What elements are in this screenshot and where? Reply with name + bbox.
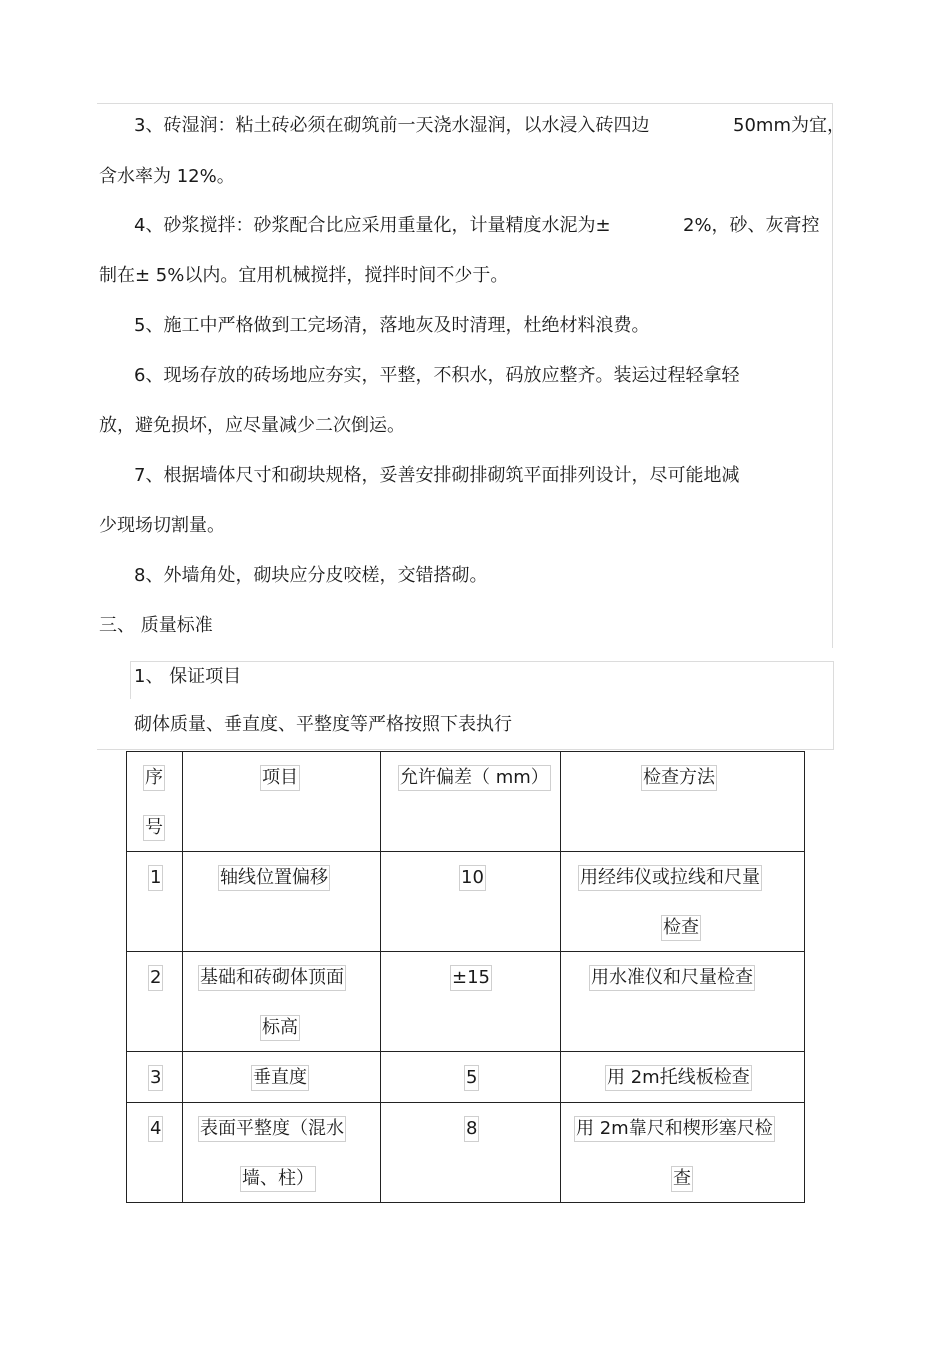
table-row	[127, 1052, 805, 1103]
guide-box-top	[130, 661, 834, 662]
header-item: 项目	[260, 765, 300, 791]
row-2-tolerance: ±15	[450, 965, 492, 991]
paragraph-7-line-2: 少现场切割量。	[99, 515, 225, 536]
row-3-tolerance: 5	[464, 1065, 479, 1091]
row-4-no: 4	[148, 1116, 163, 1142]
guide-box-right	[833, 661, 834, 750]
paragraph-4-line-1-end: 2%，砂、灰膏控	[683, 215, 820, 236]
paragraph-3-line-2: 含水率为 12%。	[99, 166, 235, 187]
guide-right	[832, 103, 833, 648]
row-4-item-line-2: 墙、柱）	[240, 1166, 316, 1192]
header-tolerance: 允许偏差（ mm）	[398, 765, 551, 791]
paragraph-5: 5、施工中严格做到工完场清，落地灰及时清理，杜绝材料浪费。	[134, 315, 650, 336]
row-3-no: 3	[148, 1065, 163, 1091]
subsection-heading: 1、 保证项目	[134, 666, 242, 687]
guide-top	[97, 103, 832, 104]
row-2-item-line-2: 标高	[260, 1015, 300, 1041]
row-1-method-line-2: 检查	[661, 915, 701, 941]
quality-standard-table	[126, 751, 805, 1203]
guide-box-bottom	[97, 749, 834, 750]
row-2-no: 2	[148, 965, 163, 991]
row-4-item-line-1: 表面平整度（混水	[198, 1116, 346, 1142]
row-1-tolerance: 10	[459, 865, 486, 891]
row-2-item-line-1: 基础和砖砌体顶面	[198, 965, 346, 991]
row-4-tolerance: 8	[464, 1116, 479, 1142]
paragraph-3-line-1: 3、砖湿润：粘土砖必须在砌筑前一天浇水湿润，以水浸入砖四边	[134, 115, 650, 136]
row-1-no: 1	[148, 865, 163, 891]
table-intro: 砌体质量、垂直度、平整度等严格按照下表执行	[134, 714, 512, 735]
guide-box-left	[130, 661, 131, 699]
row-2-method: 用水准仪和尺量检查	[589, 965, 755, 991]
table-row	[127, 952, 805, 1052]
row-4-method-line-1: 用 2m靠尺和楔形塞尺检	[574, 1116, 775, 1142]
paragraph-6-line-1: 6、现场存放的砖场地应夯实，平整，不积水，码放应整齐。装运过程轻拿轻	[134, 365, 740, 386]
row-3-item: 垂直度	[251, 1065, 309, 1091]
paragraph-6-line-2: 放，避免损坏，应尽量减少二次倒运。	[99, 415, 405, 436]
paragraph-3-line-1-end: 50mm为宜，	[733, 115, 845, 136]
paragraph-7-line-1: 7、根据墙体尺寸和砌块规格，妥善安排砌排砌筑平面排列设计，尽可能地减	[134, 465, 740, 486]
table-row	[127, 852, 805, 952]
paragraph-8: 8、外墙角处，砌块应分皮咬槎，交错搭砌。	[134, 565, 488, 586]
table-header-row	[127, 752, 805, 852]
row-1-method-line-1: 用经纬仪或拉线和尺量	[578, 865, 762, 891]
header-no-line-2: 号	[143, 815, 165, 841]
section-heading: 三、 质量标准	[99, 615, 213, 636]
header-method-cell	[561, 752, 805, 852]
paragraph-4-line-2: 制在± 5%以内。宜用机械搅拌，搅拌时间不少于。	[99, 265, 509, 286]
header-method: 检查方法	[641, 765, 717, 791]
row-1-item: 轴线位置偏移	[218, 865, 330, 891]
table-row	[127, 1103, 805, 1203]
header-item-cell	[183, 752, 381, 852]
row-3-method: 用 2m托线板检查	[605, 1065, 752, 1091]
header-no-line-1: 序	[143, 765, 165, 791]
header-tolerance-cell	[381, 752, 561, 852]
row-4-method-line-2: 查	[671, 1166, 693, 1192]
paragraph-4-line-1: 4、砂浆搅拌：砂浆配合比应采用重量化，计量精度水泥为±	[134, 215, 611, 236]
header-no-cell	[127, 752, 183, 852]
